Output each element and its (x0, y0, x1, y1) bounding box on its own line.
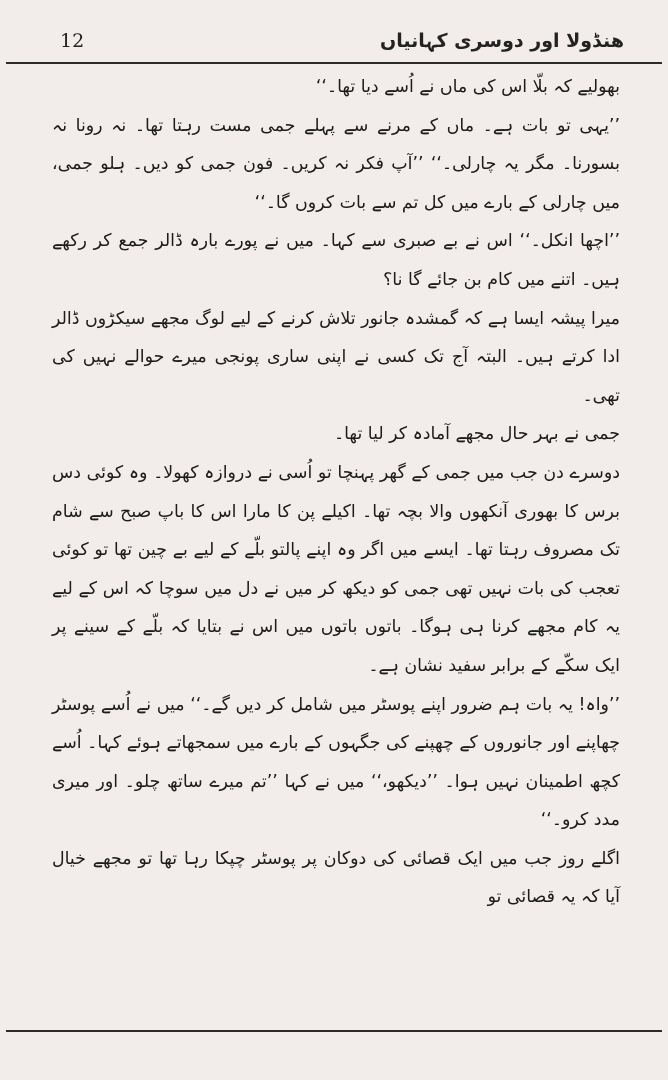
paragraph: اگلے روز جب میں ایک قصائی کی دوکان پر پوسٹر چپکا رہا تھا تو مجھے خیال آیا کہ یہ قصائی تو (52, 848, 620, 908)
paragraph: ’’یہی تو بات ہے۔ ماں کے مرنے سے پہلے جمی مست رہتا تھا۔ نہ رونا نہ بسورنا۔ مگر یہ چارلی۔‘‘ ’’آپ فکر نہ کریں۔ فون جمی کو دیں۔ ہلو جمی، میں چارلی کے بارے میں کل تم سے بات کروں گا۔‘‘ (52, 115, 620, 213)
paragraph: ’’واہ! یہ بات ہم ضرور اپنے پوسٹر میں شامل کر دیں گے۔‘‘ میں نے اُسے پوسٹر چھاپنے اور جانوروں کے چھپنے کی جگہوں کے بارے میں سمجھاتے ہوئے کہا۔ اُسے کچھ اطمینان نہیں ہوا۔ ’’دیکھو،‘‘ میں نے کہا ’’تم میرے ساتھ چلو۔ اور میری مدد کرو۔‘‘ (52, 694, 620, 831)
paragraph: جمی نے بہر حال مجھے آمادہ کر لیا تھا۔ (333, 424, 620, 445)
paragraph: دوسرے دن جب میں جمی کے گھر پہنچا تو اُسی نے دروازہ کھولا۔ وہ کوئی دس برس کا بھوری آنکھوں والا بچہ تھا۔ اکیلے پن کا مارا اس کا باپ صبح سے شام تک مصروف رہتا تھا۔ ایسے میں اگر وہ اپنے پالتو بلّے کے لیے بے چین تھا تو کوئی تعجب کی بات نہیں تھی جمی کو دیکھ کر میں نے دل میں سوچا کہ اس کے لیے یہ کام مجھے کرنا ہی ہوگا۔ باتوں باتوں میں اس نے بتایا کہ بلّے کے سینے پر ایک سکّے کے برابر سفید نشان ہے۔ (52, 462, 620, 676)
page-number: 12 (60, 30, 85, 52)
book-title-header: ھنڈولا اور دوسری کہانیاں (379, 30, 624, 52)
paragraph: بھولیے کہ بلّا اس کی ماں نے اُسے دیا تھا۔‘‘ (315, 77, 620, 97)
story-body (52, 68, 620, 917)
footer-rule (6, 1030, 662, 1032)
paragraph: ’’اچھا انکل۔‘‘ اس نے بے صبری سے کہا۔ میں نے پورے بارہ ڈالر جمع کر رکھے ہیں۔ اتنے میں کام بن جائے گا نا؟ (52, 231, 620, 290)
header-rule (6, 62, 662, 64)
paragraph: میرا پیشہ ایسا ہے کہ گمشدہ جانور تلاش کرنے کے لیے لوگ مجھے سیکڑوں ڈالر ادا کرتے ہیں۔ البتہ آج تک کسی نے اپنی ساری پونجی میرے حوالے نہیں کی تھی۔ (52, 308, 620, 406)
